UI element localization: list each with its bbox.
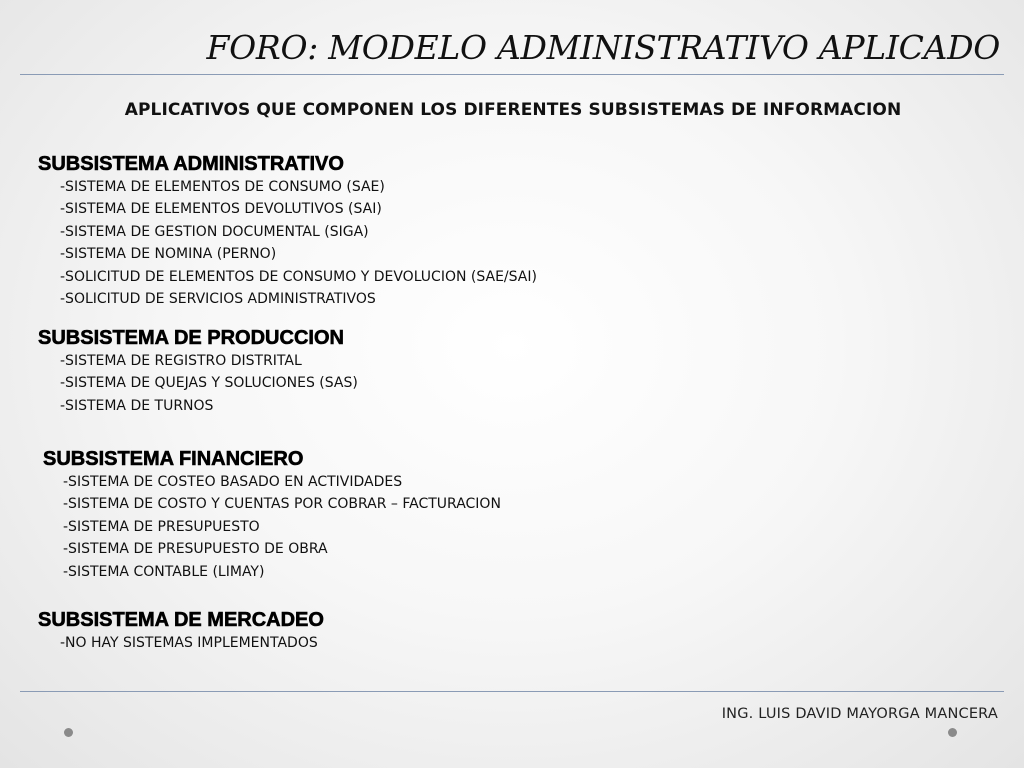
section-list	[43, 471, 501, 583]
list-item: -SISTEMA DE PRESUPUESTO	[63, 518, 260, 535]
section-heading: SUBSISTEMA ADMINISTRATIVO	[38, 153, 344, 175]
section-administrativo	[38, 152, 537, 310]
list-item: -SISTEMA DE ELEMENTOS DE CONSUMO (SAE)	[60, 179, 385, 195]
section-mercadeo	[38, 608, 324, 654]
list-item: -SISTEMA DE REGISTRO DISTRITAL	[60, 353, 302, 369]
slide-subtitle: APLICATIVOS QUE COMPONEN LOS DIFERENTES SUBSISTEMAS DE INFORMACION	[124, 100, 902, 120]
footer-author: ING. LUIS DAVID MAYORGA MANCERA	[721, 706, 998, 722]
list-item: -SISTEMA DE TURNOS	[60, 397, 214, 414]
bottom-divider	[20, 691, 1004, 692]
list-item: -SOLICITUD DE SERVICIOS ADMINISTRATIVOS	[60, 291, 376, 308]
list-item: -SISTEMA DE PRESUPUESTO DE OBRA	[63, 541, 328, 558]
list-item: -SISTEMA DE ELEMENTOS DEVOLUTIVOS (SAI)	[60, 201, 382, 218]
list-item: -SOLICITUD DE ELEMENTOS DE CONSUMO Y DEVOLUCION (SAE/SAI)	[60, 268, 537, 285]
section-heading: SUBSISTEMA DE MERCADEO	[38, 609, 324, 631]
section-list	[38, 632, 324, 654]
section-heading: SUBSISTEMA FINANCIERO	[43, 448, 304, 470]
section-financiero	[43, 447, 501, 583]
list-item: -SISTEMA DE GESTION DOCUMENTAL (SIGA)	[60, 223, 369, 240]
list-item: -SISTEMA DE QUEJAS Y SOLUCIONES (SAS)	[60, 375, 358, 392]
list-item: -SISTEMA DE COSTO Y CUENTAS POR COBRAR – FACTURACION	[63, 496, 501, 513]
section-produccion	[38, 326, 358, 417]
slide-title: FORO: MODELO ADMINISTRATIVO APLICADO	[206, 28, 1000, 67]
section-heading: SUBSISTEMA DE PRODUCCION	[38, 327, 344, 349]
list-item: -SISTEMA DE COSTEO BASADO EN ACTIVIDADES	[63, 474, 403, 490]
top-divider	[20, 74, 1004, 75]
bullet-dot-right	[948, 728, 957, 737]
section-list	[38, 350, 358, 417]
list-item: -SISTEMA DE NOMINA (PERNO)	[60, 246, 277, 263]
section-list	[38, 176, 537, 310]
list-item: -NO HAY SISTEMAS IMPLEMENTADOS	[60, 635, 318, 651]
list-item: -SISTEMA CONTABLE (LIMAY)	[63, 563, 265, 580]
bullet-dot-left	[64, 728, 73, 737]
